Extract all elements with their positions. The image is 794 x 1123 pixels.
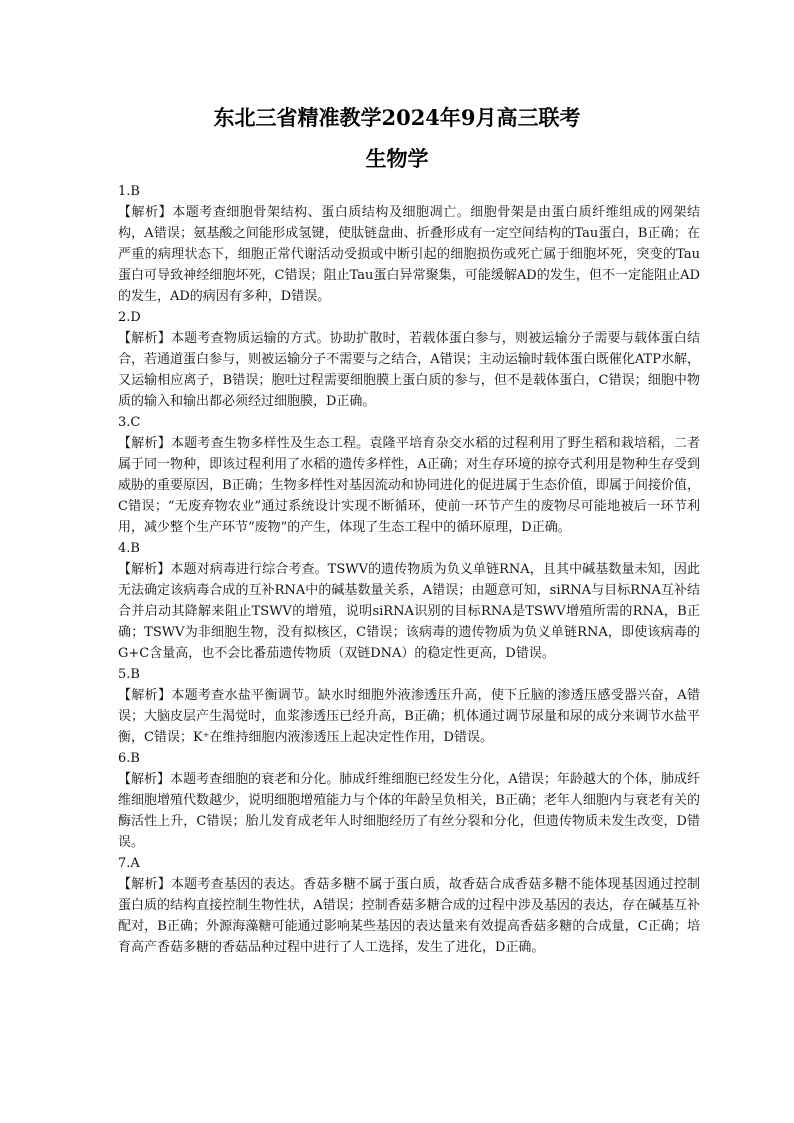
explanation (118, 685, 700, 748)
explanation (118, 328, 700, 412)
explanation (118, 559, 700, 664)
answer-key: 5.B (118, 667, 140, 682)
answer-item-2 (118, 307, 700, 412)
explanation (118, 769, 700, 853)
explanation-text: 本题对病毒进行综合考查。TSWV的遗传物质为负义单链RNA，且其中碱基数量未知，因此无法确定该病毒合成的互补RNA中的碱基数量关系，A错误；由题意可知，siRNA与目标RNA互补结合并启动其降解来阻止TSWV的增殖，说明siRNA识别的目标RNA是TSWV增殖所需的RNA，B正确；TSWV为非细胞生物，没有拟核区，C错误；该病毒的遗传物质为负义单链RNA，即使该病毒的G+C含量高，也不会比番茄遗传物质（双链DNA）的稳定性更高，D错误。 (118, 562, 700, 661)
explanation-text: 本题考查细胞的衰老和分化。肺成纤维细胞已经发生分化，A错误；年龄越大的个体，肺成纤维细胞增殖代数越少，说明细胞增殖能力与个体的年龄呈负相关，B正确；老年人细胞内与衰老有关的酶活性上升，C错误；胎儿发育成老年人时细胞经历了有丝分裂和分化，但遗传物质未发生改变，D错误。 (118, 772, 700, 850)
explanation (118, 874, 700, 958)
answer-key: 7.A (118, 856, 140, 871)
explanation-text: 本题考查细胞骨架结构、蛋白质结构及细胞凋亡。细胞骨架是由蛋白质纤维组成的网架结构，A错误；氨基酸之间能形成氢键，使肽链盘曲、折叠形成有一定空间结构的Tau蛋白，B正确；在严重的病理状态下，细胞正常代谢活动受损或中断引起的细胞损伤或死亡属于细胞坏死，突变的Tau蛋白可导致神经细胞坏死，C错误；阻止Tau蛋白异常聚集，可能缓解AD的发生，但不一定能阻止AD的发生，AD的病因有多种，D错误。 (118, 205, 700, 304)
explanation-text: 本题考查水盐平衡调节。缺水时细胞外液渗透压升高，使下丘脑的渗透压感受器兴奋，A错误；大脑皮层产生渴觉时，血浆渗透压已经升高，B正确；机体通过调节尿量和尿的成分来调节水盐平衡，C错误；K⁺在维持细胞内液渗透压上起决定性作用，D错误。 (118, 688, 700, 745)
answer-key: 1.B (118, 184, 140, 199)
analysis-tag: 【解析】 (118, 436, 171, 451)
page-title: 东北三省精准教学2024年9月高三联考 (213, 105, 581, 130)
analysis-tag: 【解析】 (118, 205, 173, 220)
answer-item-7 (118, 853, 700, 958)
answer-item-4 (118, 538, 700, 664)
answer-list (118, 181, 700, 958)
answer-item-5 (118, 664, 700, 748)
answer-item-1 (118, 181, 700, 307)
analysis-tag: 【解析】 (118, 562, 171, 577)
answer-key: 4.B (118, 541, 140, 556)
answer-key: 6.B (118, 751, 140, 766)
analysis-tag: 【解析】 (118, 877, 171, 892)
answer-key: 3.C (118, 415, 141, 430)
explanation (118, 202, 700, 307)
explanation (118, 433, 700, 538)
explanation-text: 本题考查生物多样性及生态工程。袁隆平培育杂交水稻的过程利用了野生稻和栽培稻，二者属于同一物种，即该过程利用了水稻的遗传多样性，A正确；对生存环境的掠夺式利用是物种生存受到威胁的重要原因，B正确；生物多样性对基因流动和协同进化的促进属于生态价值，即属于间接价值，C错误；“无废弃物农业”通过系统设计实现不断循环，使前一环节产生的废物尽可能地被后一环节利用，减少整个生产环节“废物”的产生，体现了生态工程中的循环原理，D正确。 (118, 436, 700, 535)
subject-title: 生物学 (365, 146, 429, 171)
analysis-tag: 【解析】 (118, 331, 171, 346)
explanation-text: 本题考查基因的表达。香菇多糖不属于蛋白质，故香菇合成香菇多糖不能体现基因通过控制蛋白质的结构直接控制生物性状，A错误；控制香菇多糖合成的过程中涉及基因的表达，存在碱基互补配对，B正确；外源海藻糖可能通过影响某些基因的表达量来有效提高香菇多糖的合成量，C正确；培育高产香菇多糖的香菇品种过程中进行了人工选择，发生了进化，D正确。 (118, 877, 700, 955)
answer-item-6 (118, 748, 700, 853)
explanation-text: 本题考查物质运输的方式。协助扩散时，若载体蛋白参与，则被运输分子需要与载体蛋白结合，若通道蛋白参与，则被运输分子不需要与之结合，A错误；主动运输时载体蛋白既催化ATP水解，又运输相应离子，B错误；胞吐过程需要细胞膜上蛋白质的参与，但不是载体蛋白，C错误；细胞中物质的输入和输出都必须经过细胞膜，D正确。 (118, 331, 700, 409)
analysis-tag: 【解析】 (118, 772, 171, 787)
analysis-tag: 【解析】 (118, 688, 172, 703)
answer-item-3 (118, 412, 700, 538)
answer-key: 2.D (118, 310, 141, 325)
